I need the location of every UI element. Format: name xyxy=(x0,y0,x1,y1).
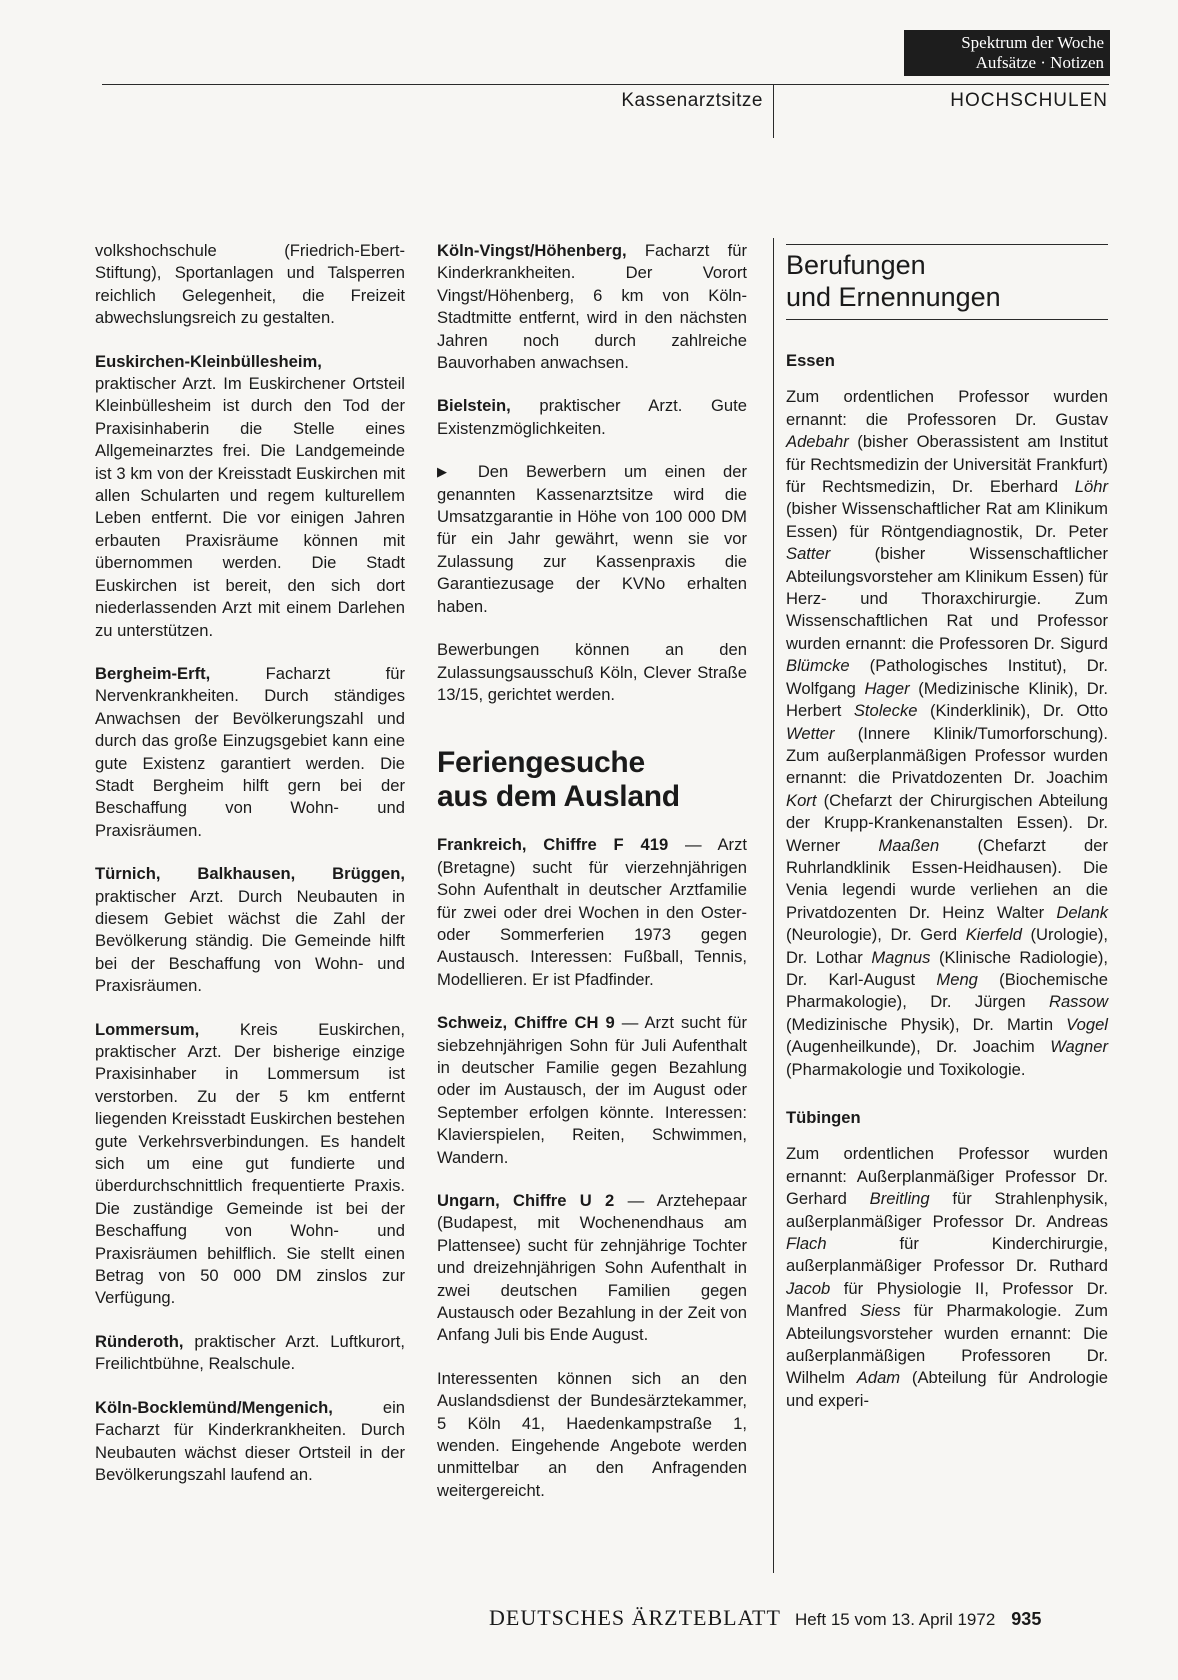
paragraph: Interessenten können sich an den Auslandsdienst der Bundesärztekammer, 5 Köln 41, Haedenkampstraße 1, wenden. Eingehende Angebote werden unmittelbar an den Anfragenden weitergereicht. xyxy=(437,1368,747,1500)
paragraph: Bewerbungen können an den Zulassungsausschuß Köln, Clever Straße 13/15, gerichtet werden. xyxy=(437,640,747,704)
paragraph: Schweiz, Chiffre CH 9 — Arzt sucht für siebzehnjährigen Sohn für Juli Aufenthalt in deutscher Familie gegen Bezahlung oder im Austausch, der im August oder September erfolgen könnte. Interessen: Klavierspielen, Reiten, Schwimmen, Wandern. xyxy=(437,1013,747,1167)
section-title-left: Kassenarztsitze xyxy=(621,90,763,111)
heading-rule-top xyxy=(786,244,1108,245)
section-title-right: HOCHSCHULEN xyxy=(950,90,1108,111)
paragraph: volkshochschule (Friedrich-Ebert-Stiftung), Sportanlagen und Talsperren reichlich Gelegenheit, die Freizeit abwechslungsreich zu gestalten. xyxy=(95,241,405,328)
column-divider xyxy=(773,238,774,1573)
paragraph: Köln-Bocklemünd/Mengenich, ein Facharzt für Kinderkrankheiten. Durch Neubauten wächst dieser Ortsteil in der Bevölkerungszahl laufend an. xyxy=(95,1397,405,1484)
header-rule xyxy=(102,84,1109,85)
column-3 xyxy=(786,244,1108,1433)
paragraph: Ungarn, Chiffre U 2 — Arztehepaar (Budapest, mit Wochenendhaus am Plattensee) sucht für zehnjährige Tochter und dreizehnjährigen Sohn Aufenthalt in zwei deutschen Familien gegen Austausch oder Bezahlung in der Zeit von Anfang Juli bis Ende August. xyxy=(437,1191,747,1345)
paragraph: Ründeroth, praktischer Arzt. Luftkurort, Freilichtbühne, Realschule. xyxy=(95,1331,405,1374)
paragraph: Zum ordentlichen Professor wurden ernannt: Außerplanmäßiger Professor Dr. Gerhard Breitling für Strahlenphysik, außerplanmäßiger Professor Dr. Andreas Flach für Kinderchirurgie, außerplanmäßiger Professor Dr. Ruthard Jacob für Physiologie II, Professor Dr. Manfred Siess für Pharmakologie. Zum Abteilungsvorsteher wurden ernannt: Die außerplanmäßigen Professoren Dr. Wilhelm Adam (Abteilung für Andrologie und experi- xyxy=(786,1144,1108,1410)
paragraph: Köln-Vingst/Höhenberg, Facharzt für Kinderkrankheiten. Der Vorort Vingst/Höhenberg, 6 km von Köln-Stadtmitte entfernt, wird in den nächsten Jahren noch durch zahlreiche Bauvorhaben anwachsen. xyxy=(437,241,747,373)
page-footer xyxy=(489,1605,1109,1631)
paragraph: Zum ordentlichen Professor wurden ernannt: die Professoren Dr. Gustav Adebahr (bisher Oberassistent am Institut für Rechtsmedizin der Universität Frankfurt) für Rechtsmedizin, Dr. Eberhard Löhr (bisher Wissenschaftlicher Rat am Klinikum Essen) für Röntgendiagnostik, Dr. Peter Satter (bisher Wissenschaftlicher Abteilungsvorsteher am Klinikum Essen) für Herz- und Thoraxchirurgie. Zum Wissenschaftlichen Rat und Professor wurden ernannt: die Professoren Dr. Sigurd Blümcke (Pathologisches Institut), Dr. Wolfgang Hager (Medizinische Klinik), Dr. Herbert Stolecke (Kinderklinik), Dr. Otto Wetter (Innere Klinik/Tumorforschung). Zum außerplanmäßigen Professor wurden ernannt: die Privatdozenten Dr. Joachim Kort (Chefarzt der Chirurgischen Abteilung der Krupp-Krankenanstalten Essen). Dr. Werner Maaßen (Chefarzt der Ruhrlandklinik Essen-Heidhausen). Die Venia legendi wurde verliehen an die Privatdozenten Dr. Heinz Walter Delank (Neurologie), Dr. Gerd Kierfeld (Urologie), Dr. Lothar Magnus (Klinische Radiologie), Dr. Karl-August Meng (Biochemische Pharmakologie), Dr. Jürgen Rassow (Medizinische Physik), Dr. Martin Vogel (Augenheilkunde), Dr. Joachim Wagner (Pharmakologie und Toxikologie. xyxy=(786,387,1108,1079)
paragraph: Euskirchen-Kleinbüllesheim, praktischer Arzt. Im Euskirchener Ortsteil Kleinbüllesheim ist durch den Tod der Praxisinhaberin die Stelle eines Allgemeinarztes frei. Die Landgemeinde ist 3 km von der Kreisstadt Euskirchen mit allen Schularten und regem kulturellem Leben entfernt. Die vor einigen Jahren erbauten Praxisräume können mit übernommen werden. Die Stadt Euskirchen ist bereit, den sich dort niederlassenden Arzt mit einem Darlehen zu unterstützen. xyxy=(95,351,405,640)
paragraph: Türnich, Balkhausen, Brüggen, praktischer Arzt. Durch Neubauten in diesem Gebiet wächst die Zahl der Bevölkerung ständig. Die Gemeinde hilft bei der Beschaffung von Wohn- und Praxisräumen. xyxy=(95,864,405,996)
paragraph: Lommersum, Kreis Euskirchen, praktischer Arzt. Der bisherige einzige Praxisinhaber in Lommersum ist verstorben. Zu der 5 km entfernt liegenden Kreisstadt Euskirchen bestehen gute Verkehrsverbindungen. Es handelt sich um eine gut fundierte und überdurchschnittlich frequentierte Praxis. Die zuständige Gemeinde ist bei der Beschaffung von Wohn- und Praxisräumen behilflich. Sie stellt einen Betrag von 50 000 DM zinslos zur Verfügung. xyxy=(95,1019,405,1308)
banner-line-2: Aufsätze · Notizen xyxy=(975,53,1104,72)
arrow-icon: ▶ xyxy=(437,464,461,480)
column-2 xyxy=(437,240,747,1523)
header-divider xyxy=(773,84,774,138)
paragraph: ▶ Den Bewerbern um einen der genannten Kassenarztsitze wird die Umsatzgarantie in Höhe von 100 000 DM für ein Jahr gewährt, wenn sie vor Zulassung zur Kassenpraxis die Garantiezusage der KVNo erhalten haben. xyxy=(437,462,748,616)
banner-line-1: Spektrum der Woche xyxy=(961,33,1104,52)
page-number: 935 xyxy=(1011,1609,1042,1629)
heading-rule-bottom xyxy=(786,319,1108,320)
article-heading: Feriengesuche aus dem Ausland xyxy=(437,746,680,814)
article-heading: Berufungen und Ernennungen xyxy=(786,250,1001,312)
section-banner xyxy=(904,30,1110,76)
journal-title: DEUTSCHES ÄRZTEBLATT xyxy=(489,1605,781,1630)
paragraph: Bergheim-Erft, Facharzt für Nervenkrankheiten. Durch ständiges Anwachsen der Bevölkerungszahl und durch das große Einzugsgebiet kann eine gute Existenz garantiert werden. Die Stadt Bergheim hilft gern bei der Beschaffung von Wohn- und Praxisräumen. xyxy=(95,663,405,840)
column-1 xyxy=(95,240,405,1507)
paragraph: Bielstein, praktischer Arzt. Gute Existenzmöglichkeiten. xyxy=(437,396,747,438)
subheading-tuebingen: Tübingen xyxy=(786,1108,861,1127)
paragraph: Frankreich, Chiffre F 419 — Arzt (Bretagne) sucht für vierzehnjährigen Sohn Aufenthalt in deutscher Arztfamilie für zwei oder drei Wochen in den Oster- oder Sommerferien 1973 gegen Austausch. Interessen: Fußball, Tennis, Modellieren. Er ist Pfadfinder. xyxy=(437,835,747,989)
subheading-essen: Essen xyxy=(786,351,835,370)
issue-info: Heft 15 vom 13. April 1972 xyxy=(794,1610,996,1629)
